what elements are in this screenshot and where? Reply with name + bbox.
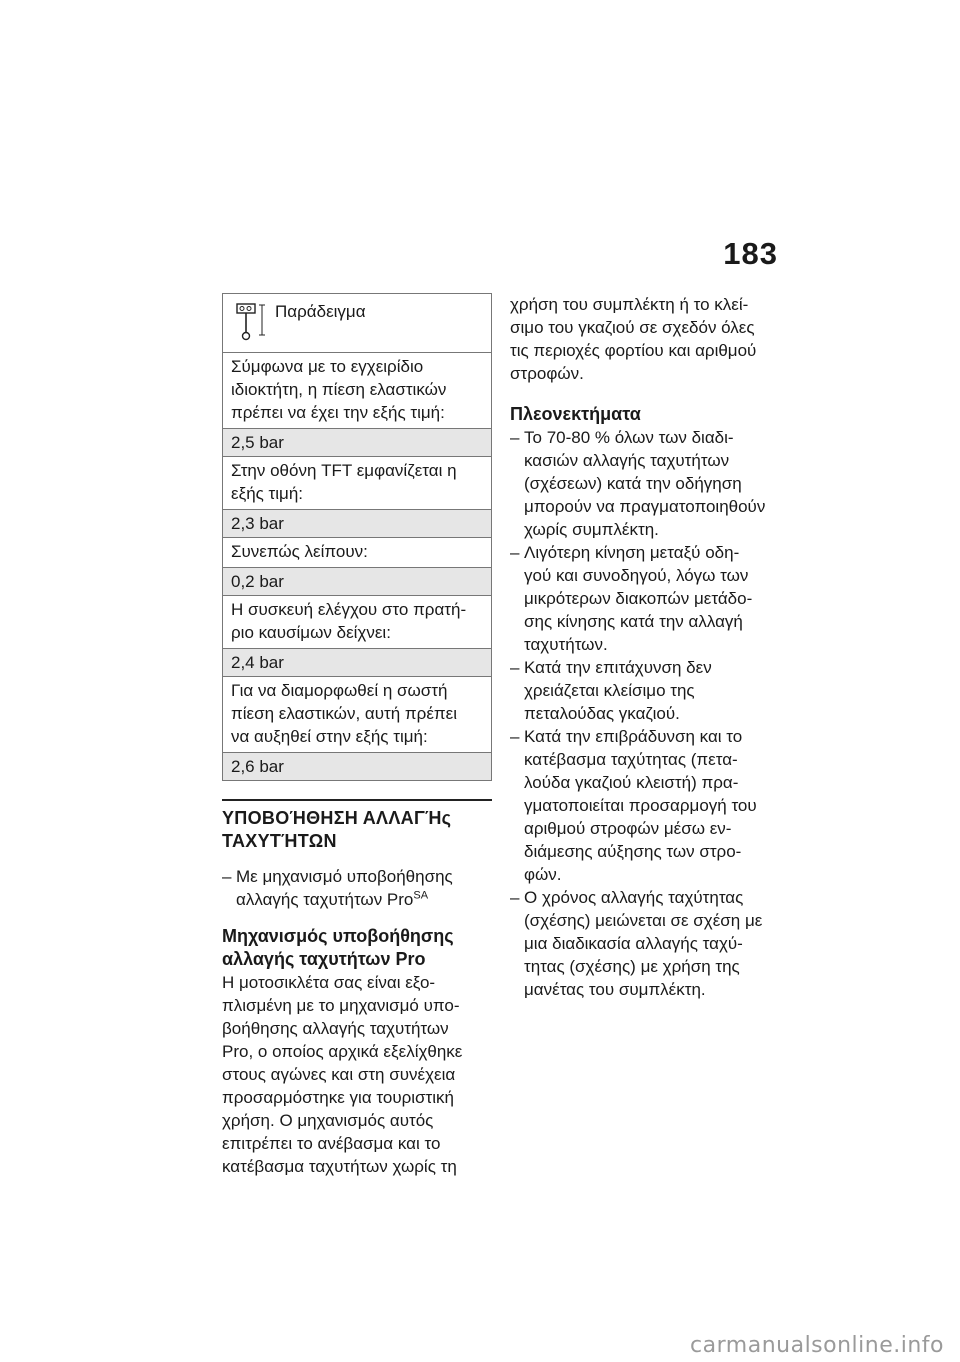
text-line: Ο χρόνος αλλαγής ταχύτητας	[524, 888, 744, 907]
text-line: σιμο του γκαζιού σε σχεδόν όλες	[510, 318, 755, 337]
text-line: 0,2 bar	[231, 572, 284, 591]
text-line: πίεση ελαστικών, αυτή πρέπει	[231, 704, 457, 723]
subsection-title-line: Μηχανισμός υποβοήθησης	[222, 926, 454, 946]
dash-mark: –	[510, 727, 520, 746]
example-text-row	[223, 353, 491, 429]
text-line: Σύμφωνα με το εγχειρίδιο	[231, 357, 424, 376]
text-line: 2,4 bar	[231, 653, 284, 672]
right-column	[510, 293, 780, 1001]
text-line: κασιών αλλαγής ταχυτήτων	[524, 451, 730, 470]
text-line: μια διαδικασία αλλαγής ταχύ-	[524, 934, 743, 953]
text-line: λούδα γκαζιού κλειστή) πρα-	[524, 773, 739, 792]
text-line: μικρότερων διακοπών μετάδο-	[524, 589, 753, 608]
page-number: 183	[723, 236, 778, 271]
text-line: να αυξηθεί στην εξής τιμή:	[231, 727, 428, 746]
left-column	[222, 293, 492, 1178]
text-line: αριθμού στροφών μέσω εν-	[524, 819, 732, 838]
dash-mark: –	[222, 867, 232, 886]
text-line: πλισμένη με το μηχανισμό υπο-	[222, 996, 460, 1015]
text-line: Συνεπώς λείπουν:	[231, 542, 368, 561]
section-title-line: ΥΠΟΒΟΉΘΗΣΗ ΑΛΛΑΓΉς	[222, 808, 452, 828]
dash-mark: –	[510, 888, 520, 907]
example-rows	[223, 353, 491, 781]
text-line: 2,5 bar	[231, 433, 284, 452]
text-line: σης κίνησης κατά την αλλαγή	[524, 612, 743, 631]
text-line: φών.	[524, 865, 562, 884]
text-line: διάμεσης αύξησης των στρο-	[524, 842, 742, 861]
advantage-item	[510, 541, 780, 656]
text-line: χρειάζεται κλείσιμο της	[524, 681, 695, 700]
advantage-item	[510, 886, 780, 1001]
text-line: (σχέσης) μειώνεται σε σχέση με	[524, 911, 763, 930]
text-line: Το 70-80 % όλων των διαδι-	[524, 428, 734, 447]
text-line: 2,3 bar	[231, 514, 284, 533]
text-line: μανέτας του συμπλέκτη.	[524, 980, 706, 999]
watermark: carmanualsonline.info	[690, 1333, 944, 1358]
text-line: πρέπει να έχει την εξής τιμή:	[231, 403, 445, 422]
equipment-bullet	[222, 865, 492, 911]
text-line: στροφών.	[510, 364, 584, 383]
section-title-line: ΤΑΧΥΤΉΤΩΝ	[222, 831, 337, 851]
text-line: Κατά την επιβράδυνση και το	[524, 727, 743, 746]
example-value-row	[223, 753, 491, 781]
example-title: Παράδειγμα	[275, 302, 366, 321]
text-line: τητας (σχέσης) με χρήση της	[524, 957, 740, 976]
example-text-row	[223, 677, 491, 753]
text-line: ριο καυσίμων δείχνει:	[231, 623, 391, 642]
bullet-line: αλλαγής ταχυτήτων Pro	[236, 890, 414, 909]
text-line: γού και συνοδηγού, λόγω των	[524, 566, 749, 585]
text-line: 2,6 bar	[231, 757, 284, 776]
section-divider	[222, 799, 492, 801]
example-value-row	[223, 510, 491, 538]
example-text-row	[223, 457, 491, 510]
special-equipment-mark: SA	[413, 889, 429, 902]
text-line: κατέβασμα ταχυτήτων χωρίς τη	[222, 1157, 457, 1176]
text-line: τις περιοχές φορτίου και αριθμού	[510, 341, 757, 360]
text-line: βοήθησης αλλαγής ταχυτήτων	[222, 1019, 449, 1038]
text-line: κατέβασμα ταχύτητας (πετα-	[524, 750, 738, 769]
bullet-line: Με μηχανισμό υποβοήθησης	[236, 867, 453, 886]
text-line: χρήση. Ο μηχανισμός αυτός	[222, 1111, 434, 1130]
dash-mark: –	[510, 658, 520, 677]
text-line: (σχέσεων) κατά την οδήγηση	[524, 474, 742, 493]
text-line: Pro, ο οποίος αρχικά εξελίχθηκε	[222, 1042, 463, 1061]
text-line: χωρίς συμπλέκτη.	[524, 520, 659, 539]
advantage-item	[510, 426, 780, 541]
advantages-title: Πλεονεκτήματα	[510, 404, 641, 424]
text-line: προσαρμόστηκε για τουριστική	[222, 1088, 454, 1107]
text-line: μπορούν να πραγματοποιηθούν	[524, 497, 766, 516]
text-line: γματοποιείται προσαρμογή του	[524, 796, 757, 815]
subsection-title-line: αλλαγής ταχυτήτων Pro	[222, 949, 426, 969]
text-line: ιδιοκτήτη, η πίεση ελαστικών	[231, 380, 447, 399]
text-line: επιτρέπει το ανέβασμα και το	[222, 1134, 441, 1153]
advantages-list	[510, 426, 780, 1001]
example-value-row	[223, 568, 491, 596]
text-line: Η μοτοσικλέτα σας είναι εξο-	[222, 973, 436, 992]
text-line: στους αγώνες και στη συνέχεια	[222, 1065, 456, 1084]
dash-mark: –	[510, 428, 520, 447]
example-value-row	[223, 429, 491, 457]
text-line: πεταλούδας γκαζιού.	[524, 704, 680, 723]
text-line: Για να διαμορφωθεί η σωστή	[231, 681, 448, 700]
example-table	[222, 293, 492, 781]
text-line: Στην οθόνη TFT εμφανίζεται η	[231, 461, 457, 480]
text-line: χρήση του συμπλέκτη ή το κλεί-	[510, 295, 749, 314]
example-value-row	[223, 649, 491, 677]
description-paragraph	[222, 971, 492, 1178]
example-text-row	[223, 596, 491, 649]
continuation-paragraph	[510, 293, 780, 385]
text-line: Λιγότερη κίνηση μεταξύ οδη-	[524, 543, 740, 562]
subsection-title	[222, 925, 492, 971]
example-text-row	[223, 538, 491, 568]
advantage-item	[510, 656, 780, 725]
section-title	[222, 807, 492, 853]
text-line: Κατά την επιτάχυνση δεν	[524, 658, 712, 677]
text-line: εξής τιμή:	[231, 484, 304, 503]
tire-pressure-gauge-icon	[235, 302, 269, 342]
dash-mark: –	[510, 543, 520, 562]
example-header	[223, 294, 491, 353]
advantage-item	[510, 725, 780, 886]
text-line: ταχυτήτων.	[524, 635, 608, 654]
text-line: Η συσκευή ελέγχου στο πρατή-	[231, 600, 467, 619]
